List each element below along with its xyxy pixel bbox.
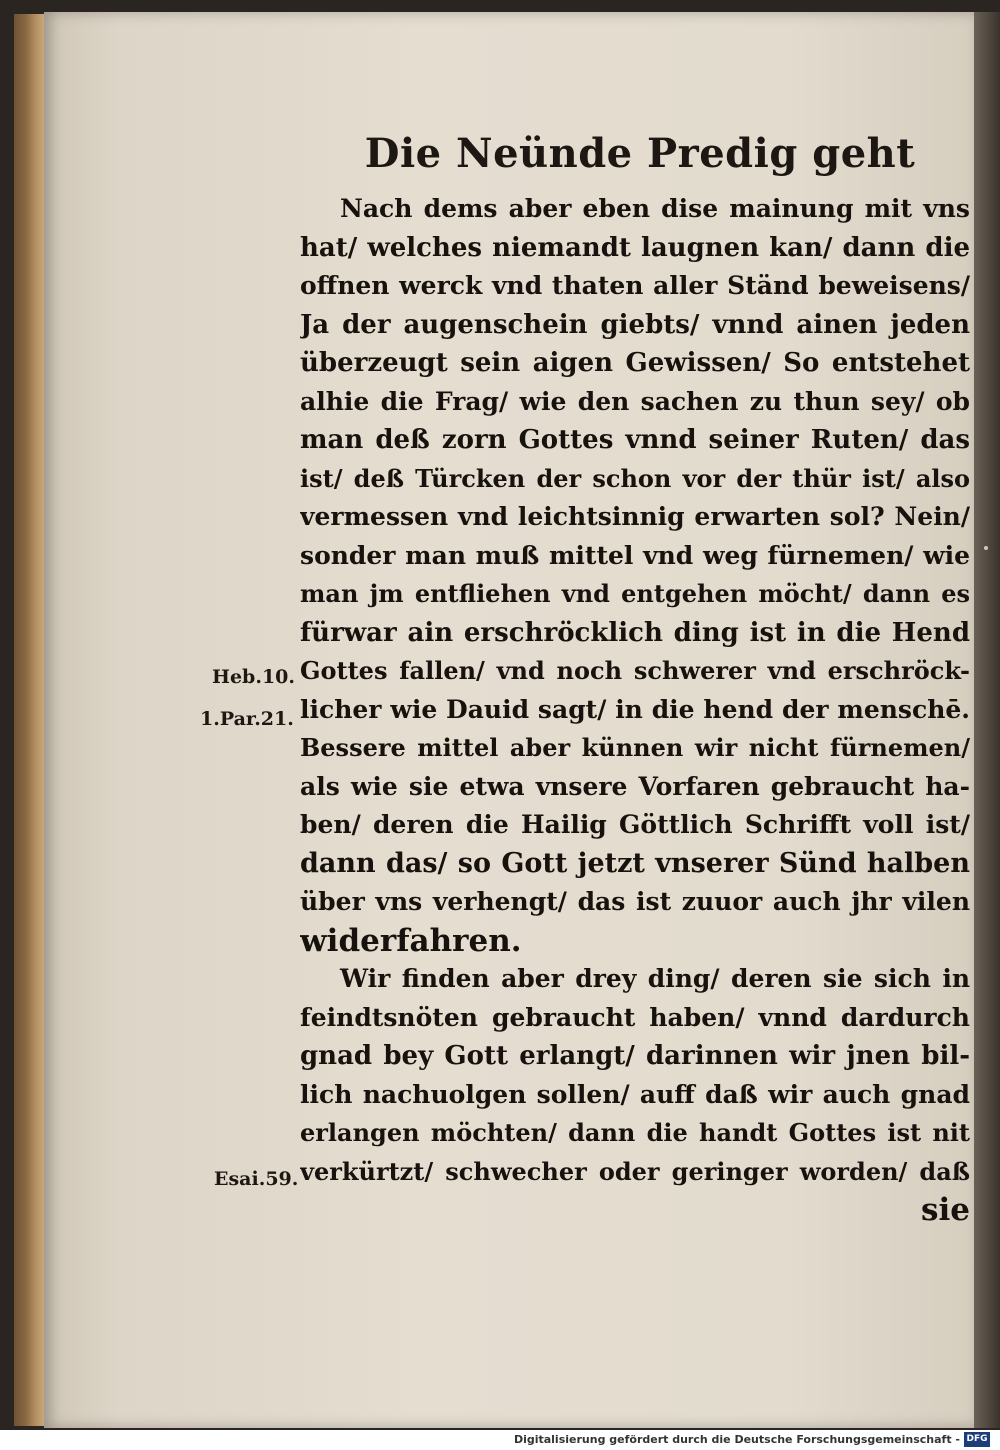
text-line: alhie die Frag/ wie den sachen zu thun sey/ ob xyxy=(300,386,970,416)
text-line: widerfahren. xyxy=(300,922,522,959)
text-line: dann das/ so Gott jetzt vnserer Sünd halben xyxy=(300,847,970,879)
text-line: ist/ deß Türcken der schon vor der thür ist/ also xyxy=(300,463,970,493)
text-line: Wir finden aber drey ding/ deren sie sich in xyxy=(340,964,970,993)
page-mark xyxy=(984,546,988,550)
text-line: Nach dems aber eben dise mainung mit vns xyxy=(340,194,970,223)
body-text xyxy=(300,190,970,1230)
text-line: über vns verhengt/ das ist zuuor auch jhr vilen xyxy=(300,887,970,916)
text-line: sonder man muß mittel vnd weg fürnemen/ wie xyxy=(300,540,970,570)
text-line: überzeugt sein aigen Gewissen/ So entstehet xyxy=(300,348,970,378)
text-line: man deß zorn Gottes vnnd seiner Ruten/ das xyxy=(300,425,970,455)
dfg-logo: DFG xyxy=(964,1432,990,1447)
text-line: man jm entfliehen vnd entgehen möcht/ dann es xyxy=(300,579,970,608)
text-line: hat/ welches niemandt laugnen kan/ dann die xyxy=(300,232,970,263)
text-line: offnen werck vnd thaten aller Ständ beweisens/ xyxy=(300,271,970,300)
text-line: feindtsnöten gebraucht haben/ vnnd dardurch xyxy=(300,1002,970,1032)
footer-credit: Digitalisierung gefördert durch die Deutsche Forschungsgemeinschaft - xyxy=(513,1433,960,1446)
text-line: ben/ deren die Hailig Göttlich Schrifft voll ist/ xyxy=(300,810,970,839)
book-edge xyxy=(14,14,45,1426)
text-line: erlangen möchten/ dann die handt Gottes ist nit xyxy=(300,1118,970,1147)
margin-note: Heb.10. xyxy=(212,666,295,688)
text-line: vermessen vnd leichtsinnig erwarten sol? Nein/ xyxy=(300,502,970,531)
text-line: lich nachuolgen sollen/ auff daß wir auch gnad xyxy=(300,1079,970,1109)
page-heading: Die Neünde Predig geht xyxy=(364,130,916,177)
catchword: sie xyxy=(921,1192,970,1228)
text-line: verkürtzt/ schwecher oder geringer worden/ daß xyxy=(300,1156,970,1186)
text-line: fürwar ain erschröcklich ding ist in die Hend xyxy=(300,617,970,648)
margin-note: 1.Par.21. xyxy=(200,708,294,730)
margin-note: Esai.59. xyxy=(214,1168,299,1190)
text-line: licher wie Dauid sagt/ in die hend der menschē. xyxy=(300,694,970,724)
text-line: Ja der augenschein giebts/ vnnd ainen jeden xyxy=(300,309,970,340)
footer-bar xyxy=(0,1430,1000,1450)
text-line: Bessere mittel aber künnen wir nicht fürnemen/ xyxy=(300,733,970,762)
text-line: als wie sie etwa vnsere Vorfaren gebraucht ha- xyxy=(300,771,970,801)
text-line: Gottes fallen/ vnd noch schwerer vnd erschröck- xyxy=(300,656,970,685)
text-line: gnad bey Gott erlangt/ darinnen wir jnen bil- xyxy=(300,1041,970,1071)
page-right-edge xyxy=(974,12,1000,1428)
